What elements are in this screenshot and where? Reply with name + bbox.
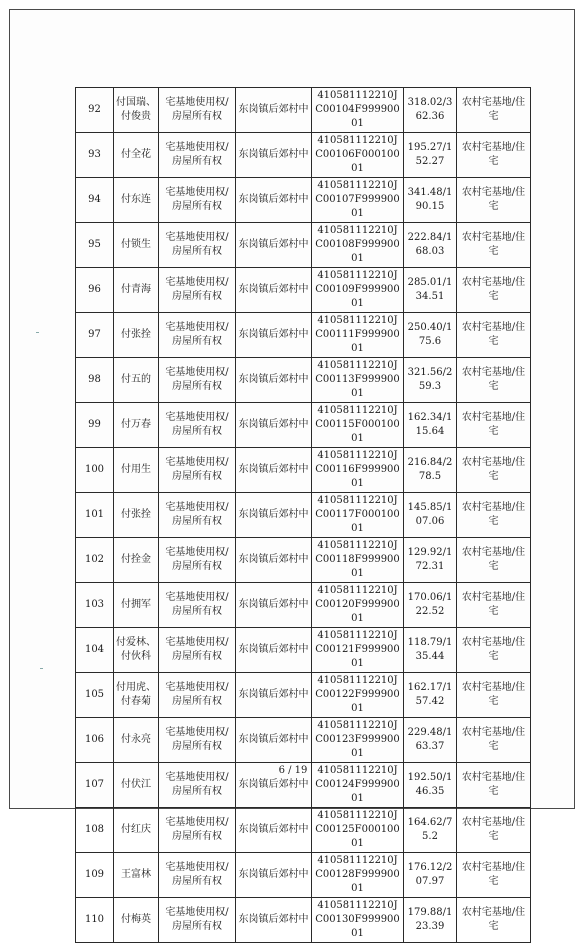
table-row	[76, 178, 531, 223]
cell-location: 东岗镇后郊村中	[236, 313, 312, 358]
cell-land-use: 农村宅基地/住宅	[457, 628, 531, 673]
cell-land-use: 农村宅基地/住宅	[457, 133, 531, 178]
table-row	[76, 538, 531, 583]
cell-right-type: 宅基地使用权/房屋所有权	[159, 763, 236, 808]
cell-row-number: 93	[76, 133, 114, 178]
cell-location: 东岗镇后郊村中	[236, 583, 312, 628]
cell-land-use: 农村宅基地/住宅	[457, 493, 531, 538]
cell-land-use: 农村宅基地/住宅	[457, 673, 531, 718]
cell-row-number: 98	[76, 358, 114, 403]
cell-unit-code: 410581112210JC00118F99990001	[312, 538, 404, 583]
cell-row-number: 109	[76, 853, 114, 898]
cell-land-use: 农村宅基地/住宅	[457, 898, 531, 943]
cell-area-values: 176.12/207.97	[404, 853, 457, 898]
cell-owner-name: 付永亮	[114, 718, 159, 763]
cell-unit-code: 410581112210JC00125F00010001	[312, 808, 404, 853]
cell-location: 东岗镇后郊村中	[236, 538, 312, 583]
cell-area-values: 341.48/190.15	[404, 178, 457, 223]
cell-right-type: 宅基地使用权/房屋所有权	[159, 808, 236, 853]
cell-owner-name: 付东连	[114, 178, 159, 223]
cell-row-number: 100	[76, 448, 114, 493]
cell-area-values: 129.92/172.31	[404, 538, 457, 583]
scan-speck	[36, 332, 39, 333]
cell-land-use: 农村宅基地/住宅	[457, 358, 531, 403]
cell-area-values: 162.34/115.64	[404, 403, 457, 448]
cell-location: 东岗镇后郊村中	[236, 358, 312, 403]
cell-area-values: 222.84/168.03	[404, 223, 457, 268]
cell-location: 东岗镇后郊村中	[236, 493, 312, 538]
cell-area-values: 318.02/362.36	[404, 88, 457, 133]
cell-right-type: 宅基地使用权/房屋所有权	[159, 403, 236, 448]
table-row	[76, 448, 531, 493]
cell-land-use: 农村宅基地/住宅	[457, 763, 531, 808]
cell-location: 东岗镇后郊村中	[236, 853, 312, 898]
cell-owner-name: 付张拴	[114, 493, 159, 538]
cell-owner-name: 付拥军	[114, 583, 159, 628]
table-row	[76, 313, 531, 358]
cell-location: 东岗镇后郊村中	[236, 448, 312, 493]
cell-row-number: 97	[76, 313, 114, 358]
cell-row-number: 104	[76, 628, 114, 673]
cell-land-use: 农村宅基地/住宅	[457, 538, 531, 583]
table-row	[76, 268, 531, 313]
cell-owner-name: 付拴金	[114, 538, 159, 583]
cell-row-number: 94	[76, 178, 114, 223]
page-number: 6 / 19	[278, 765, 308, 776]
cell-owner-name: 付张拴	[114, 313, 159, 358]
cell-land-use: 农村宅基地/住宅	[457, 223, 531, 268]
cell-area-values: 321.56/259.3	[404, 358, 457, 403]
cell-owner-name: 付五的	[114, 358, 159, 403]
cell-unit-code: 410581112210JC00111F99990001	[312, 313, 404, 358]
cell-unit-code: 410581112210JC00121F99990001	[312, 628, 404, 673]
cell-owner-name: 付爱林、付伙科	[114, 628, 159, 673]
table-body	[76, 88, 531, 943]
cell-row-number: 99	[76, 403, 114, 448]
cell-owner-name: 付用生	[114, 448, 159, 493]
table-row	[76, 223, 531, 268]
cell-land-use: 农村宅基地/住宅	[457, 583, 531, 628]
cell-row-number: 102	[76, 538, 114, 583]
cell-unit-code: 410581112210JC00123F99990001	[312, 718, 404, 763]
property-rights-table	[75, 87, 531, 943]
table-row	[76, 808, 531, 853]
scan-speck	[40, 668, 43, 669]
table-row	[76, 583, 531, 628]
cell-location: 东岗镇后郊村中	[236, 628, 312, 673]
cell-unit-code: 410581112210JC00109F99990001	[312, 268, 404, 313]
cell-area-values: 118.79/135.44	[404, 628, 457, 673]
cell-owner-name: 付伏江	[114, 763, 159, 808]
cell-unit-code: 410581112210JC00116F99990001	[312, 448, 404, 493]
cell-right-type: 宅基地使用权/房屋所有权	[159, 268, 236, 313]
cell-location: 东岗镇后郊村中	[236, 268, 312, 313]
cell-row-number: 96	[76, 268, 114, 313]
cell-right-type: 宅基地使用权/房屋所有权	[159, 493, 236, 538]
cell-area-values: 192.50/146.35	[404, 763, 457, 808]
cell-location: 东岗镇后郊村中	[236, 403, 312, 448]
cell-area-values: 164.62/75.2	[404, 808, 457, 853]
cell-area-values: 285.01/134.51	[404, 268, 457, 313]
cell-right-type: 宅基地使用权/房屋所有权	[159, 223, 236, 268]
cell-land-use: 农村宅基地/住宅	[457, 178, 531, 223]
table-row	[76, 493, 531, 538]
cell-unit-code: 410581112210JC00107F99990001	[312, 178, 404, 223]
cell-unit-code: 410581112210JC00106F00010001	[312, 133, 404, 178]
cell-right-type: 宅基地使用权/房屋所有权	[159, 853, 236, 898]
cell-owner-name: 付梅英	[114, 898, 159, 943]
cell-unit-code: 410581112210JC00104F99990001	[312, 88, 404, 133]
cell-right-type: 宅基地使用权/房屋所有权	[159, 358, 236, 403]
table-row	[76, 133, 531, 178]
cell-right-type: 宅基地使用权/房屋所有权	[159, 628, 236, 673]
cell-owner-name: 付万春	[114, 403, 159, 448]
table-row	[76, 403, 531, 448]
cell-unit-code: 410581112210JC00108F99990001	[312, 223, 404, 268]
cell-right-type: 宅基地使用权/房屋所有权	[159, 448, 236, 493]
cell-owner-name: 付红庆	[114, 808, 159, 853]
cell-location: 东岗镇后郊村中	[236, 88, 312, 133]
cell-unit-code: 410581112210JC00130F99990001	[312, 898, 404, 943]
cell-location: 东岗镇后郊村中	[236, 133, 312, 178]
cell-right-type: 宅基地使用权/房屋所有权	[159, 88, 236, 133]
cell-right-type: 宅基地使用权/房屋所有权	[159, 718, 236, 763]
cell-land-use: 农村宅基地/住宅	[457, 718, 531, 763]
cell-owner-name: 付青海	[114, 268, 159, 313]
cell-area-values: 170.06/122.52	[404, 583, 457, 628]
cell-area-values: 145.85/107.06	[404, 493, 457, 538]
cell-owner-name: 付全花	[114, 133, 159, 178]
cell-land-use: 农村宅基地/住宅	[457, 88, 531, 133]
cell-right-type: 宅基地使用权/房屋所有权	[159, 583, 236, 628]
cell-location: 东岗镇后郊村中	[236, 718, 312, 763]
cell-unit-code: 410581112210JC00120F99990001	[312, 583, 404, 628]
cell-area-values: 195.27/152.27	[404, 133, 457, 178]
table-row	[76, 358, 531, 403]
cell-owner-name: 付用虎、付春菊	[114, 673, 159, 718]
cell-row-number: 106	[76, 718, 114, 763]
cell-area-values: 216.84/278.5	[404, 448, 457, 493]
cell-location: 东岗镇后郊村中	[236, 223, 312, 268]
cell-land-use: 农村宅基地/住宅	[457, 808, 531, 853]
cell-location: 东岗镇后郊村中	[236, 808, 312, 853]
cell-row-number: 107	[76, 763, 114, 808]
table-row	[76, 673, 531, 718]
cell-area-values: 179.88/123.39	[404, 898, 457, 943]
cell-land-use: 农村宅基地/住宅	[457, 313, 531, 358]
cell-unit-code: 410581112210JC00113F99990001	[312, 358, 404, 403]
cell-land-use: 农村宅基地/住宅	[457, 448, 531, 493]
table-row	[76, 718, 531, 763]
cell-area-values: 229.48/163.37	[404, 718, 457, 763]
cell-row-number: 103	[76, 583, 114, 628]
cell-right-type: 宅基地使用权/房屋所有权	[159, 538, 236, 583]
cell-location: 东岗镇后郊村中	[236, 763, 312, 808]
cell-row-number: 105	[76, 673, 114, 718]
cell-right-type: 宅基地使用权/房屋所有权	[159, 133, 236, 178]
table-row	[76, 88, 531, 133]
cell-row-number: 101	[76, 493, 114, 538]
cell-row-number: 92	[76, 88, 114, 133]
cell-land-use: 农村宅基地/住宅	[457, 268, 531, 313]
cell-row-number: 95	[76, 223, 114, 268]
table-row	[76, 898, 531, 943]
cell-owner-name: 付锁生	[114, 223, 159, 268]
cell-unit-code: 410581112210JC00117F00010001	[312, 493, 404, 538]
cell-location: 东岗镇后郊村中	[236, 178, 312, 223]
cell-row-number: 110	[76, 898, 114, 943]
cell-location: 东岗镇后郊村中	[236, 898, 312, 943]
cell-right-type: 宅基地使用权/房屋所有权	[159, 313, 236, 358]
cell-land-use: 农村宅基地/住宅	[457, 853, 531, 898]
cell-unit-code: 410581112210JC00122F99990001	[312, 673, 404, 718]
cell-right-type: 宅基地使用权/房屋所有权	[159, 178, 236, 223]
cell-right-type: 宅基地使用权/房屋所有权	[159, 898, 236, 943]
cell-right-type: 宅基地使用权/房屋所有权	[159, 673, 236, 718]
table-row	[76, 853, 531, 898]
cell-owner-name: 付国瑞、付俊贵	[114, 88, 159, 133]
table-row	[76, 628, 531, 673]
cell-owner-name: 王富林	[114, 853, 159, 898]
cell-location: 东岗镇后郊村中	[236, 673, 312, 718]
cell-area-values: 162.17/157.42	[404, 673, 457, 718]
cell-unit-code: 410581112210JC00128F99990001	[312, 853, 404, 898]
cell-unit-code: 410581112210JC00124F99990001	[312, 763, 404, 808]
cell-unit-code: 410581112210JC00115F00010001	[312, 403, 404, 448]
cell-land-use: 农村宅基地/住宅	[457, 403, 531, 448]
cell-row-number: 108	[76, 808, 114, 853]
cell-area-values: 250.40/175.6	[404, 313, 457, 358]
